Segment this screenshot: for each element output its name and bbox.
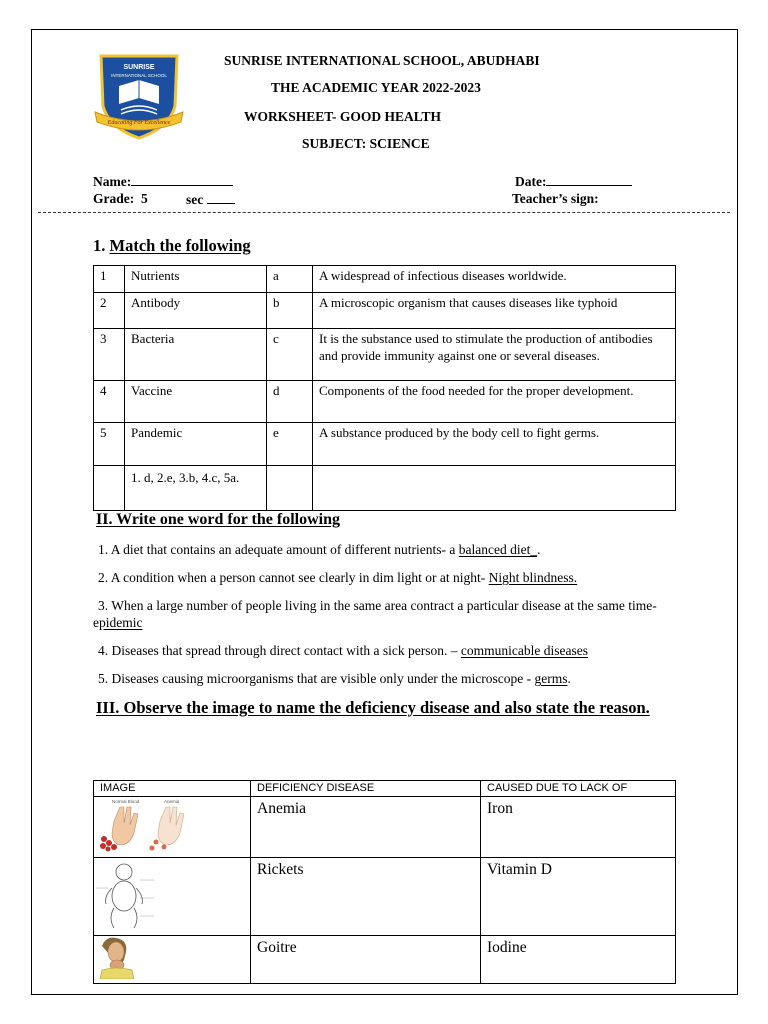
header-cause: CAUSED DUE TO LACK OF [481,781,676,797]
table-row [94,936,676,984]
grade-value: 5 [141,191,148,206]
name-blank[interactable] [131,173,233,186]
sec-label: sec [186,192,204,207]
term-cell: Vaccine [125,381,267,423]
grade-label: Grade: [93,191,135,206]
img-label-normal: Normal Blood [112,799,140,804]
question-4 [98,642,678,659]
letter-cell: e [267,423,313,466]
table-row [94,266,676,293]
cause-cell: Iodine [481,936,676,984]
definition-cell: It is the substance used to stimulate the production of antibodies and provide immunity against one or several diseases. [313,329,676,381]
question-text: 4. Diseases that spread through direct contact with a sick person. – [98,643,461,658]
question-text: 3. When a large number of people living in the same area contract a particular disease at the same time- e [93,598,657,630]
letter-cell: c [267,329,313,381]
definition-cell: A widespread of infectious diseases worldwide. [313,266,676,293]
sec-blank[interactable] [207,191,235,204]
answer-text: Night blindness. [488,570,578,585]
school-logo-icon [91,52,187,140]
image-cell [94,936,251,984]
letter-cell: b [267,293,313,329]
teacher-sign-label: Teacher’s sign: [512,191,599,206]
deficiency-table [93,780,676,984]
section1-heading: Match the following [109,236,251,255]
header-disease: DEFICIENCY DISEASE [251,781,481,797]
worksheet-title: WORKSHEET- GOOD HEALTH [244,109,442,124]
name-label: Name: [93,174,132,189]
section3-title [93,697,678,719]
header-divider [38,212,730,213]
letter-cell: d [267,381,313,423]
answer-cell: 1. d, 2.e, 3.b, 4.c, 5a. [125,466,267,511]
empty-cell [94,466,125,511]
answer-text: communicable diseases [460,643,588,658]
logo-text-top: SUNRISE [123,64,155,71]
question-end: . [567,671,571,686]
question-end: . [537,542,541,557]
answer-row [94,466,676,511]
row-number: 4 [94,381,125,423]
academic-year: THE ACADEMIC YEAR 2022-2023 [271,80,481,95]
header-image: IMAGE [94,781,251,797]
section1-number: 1. [93,236,106,255]
question-1 [98,541,678,558]
logo-text-sub: INTERNATIONAL SCHOOL [111,73,167,78]
table-row [94,423,676,466]
table-row [94,797,676,858]
table-row [94,381,676,423]
logo-motto: Educating For Excellence [107,120,171,126]
table-row [94,858,676,936]
disease-cell: Anemia [251,797,481,858]
anemia-hands-icon [94,797,244,853]
name-field [93,173,233,190]
question-3 [93,597,678,631]
question-2 [98,569,678,586]
question-text: 5. Diseases causing microorganisms that are visible only under the microscope - [98,671,535,686]
disease-cell: Goitre [251,936,481,984]
date-label: Date: [515,174,547,189]
section3-heading: III. Observe the image to name the deficiency disease and also state the reason. [96,698,650,717]
section2-title [96,511,340,529]
row-number: 1 [94,266,125,293]
letter-cell: a [267,266,313,293]
goitre-person-icon [94,936,244,979]
date-field [515,173,632,190]
image-cell [94,797,251,858]
answer-text: germs [534,671,568,686]
term-cell: Pandemic [125,423,267,466]
question-text: 2. A condition when a person cannot see clearly in dim light or at night- [98,570,489,585]
sec-field [186,191,235,208]
question-text: 1. A diet that contains an adequate amount of different nutrients- a [98,542,459,557]
row-number: 2 [94,293,125,329]
cause-cell: Vitamin D [481,858,676,936]
image-cell [94,858,251,936]
term-cell: Antibody [125,293,267,329]
teacher-sign-field [512,191,599,207]
header-row [94,781,676,797]
grade-field [93,191,148,207]
table-row [94,329,676,381]
definition-cell: A substance produced by the body cell to fight germs. [313,423,676,466]
table-row [94,293,676,329]
term-cell: Nutrients [125,266,267,293]
section1-title [93,236,251,256]
section2-heading: II. Write one word for the following [96,511,340,528]
definition-cell: Components of the food needed for the proper development. [313,381,676,423]
definition-cell: A microscopic organism that causes diseases like typhoid [313,293,676,329]
answer-text: pidemic [99,615,143,630]
img-label-anemia: Anemia [164,799,180,804]
empty-cell [313,466,676,511]
empty-cell [267,466,313,511]
school-name: SUNRISE INTERNATIONAL SCHOOL, ABUDHABI [224,53,540,68]
cause-cell: Iron [481,797,676,858]
row-number: 5 [94,423,125,466]
row-number: 3 [94,329,125,381]
rickets-child-icon [94,858,244,931]
subject-title: SUBJECT: SCIENCE [302,136,430,151]
term-cell: Bacteria [125,329,267,381]
disease-cell: Rickets [251,858,481,936]
question-5 [98,670,678,687]
date-blank[interactable] [546,173,632,186]
answer-text: balanced diet_ [458,542,538,557]
match-table [93,265,676,511]
